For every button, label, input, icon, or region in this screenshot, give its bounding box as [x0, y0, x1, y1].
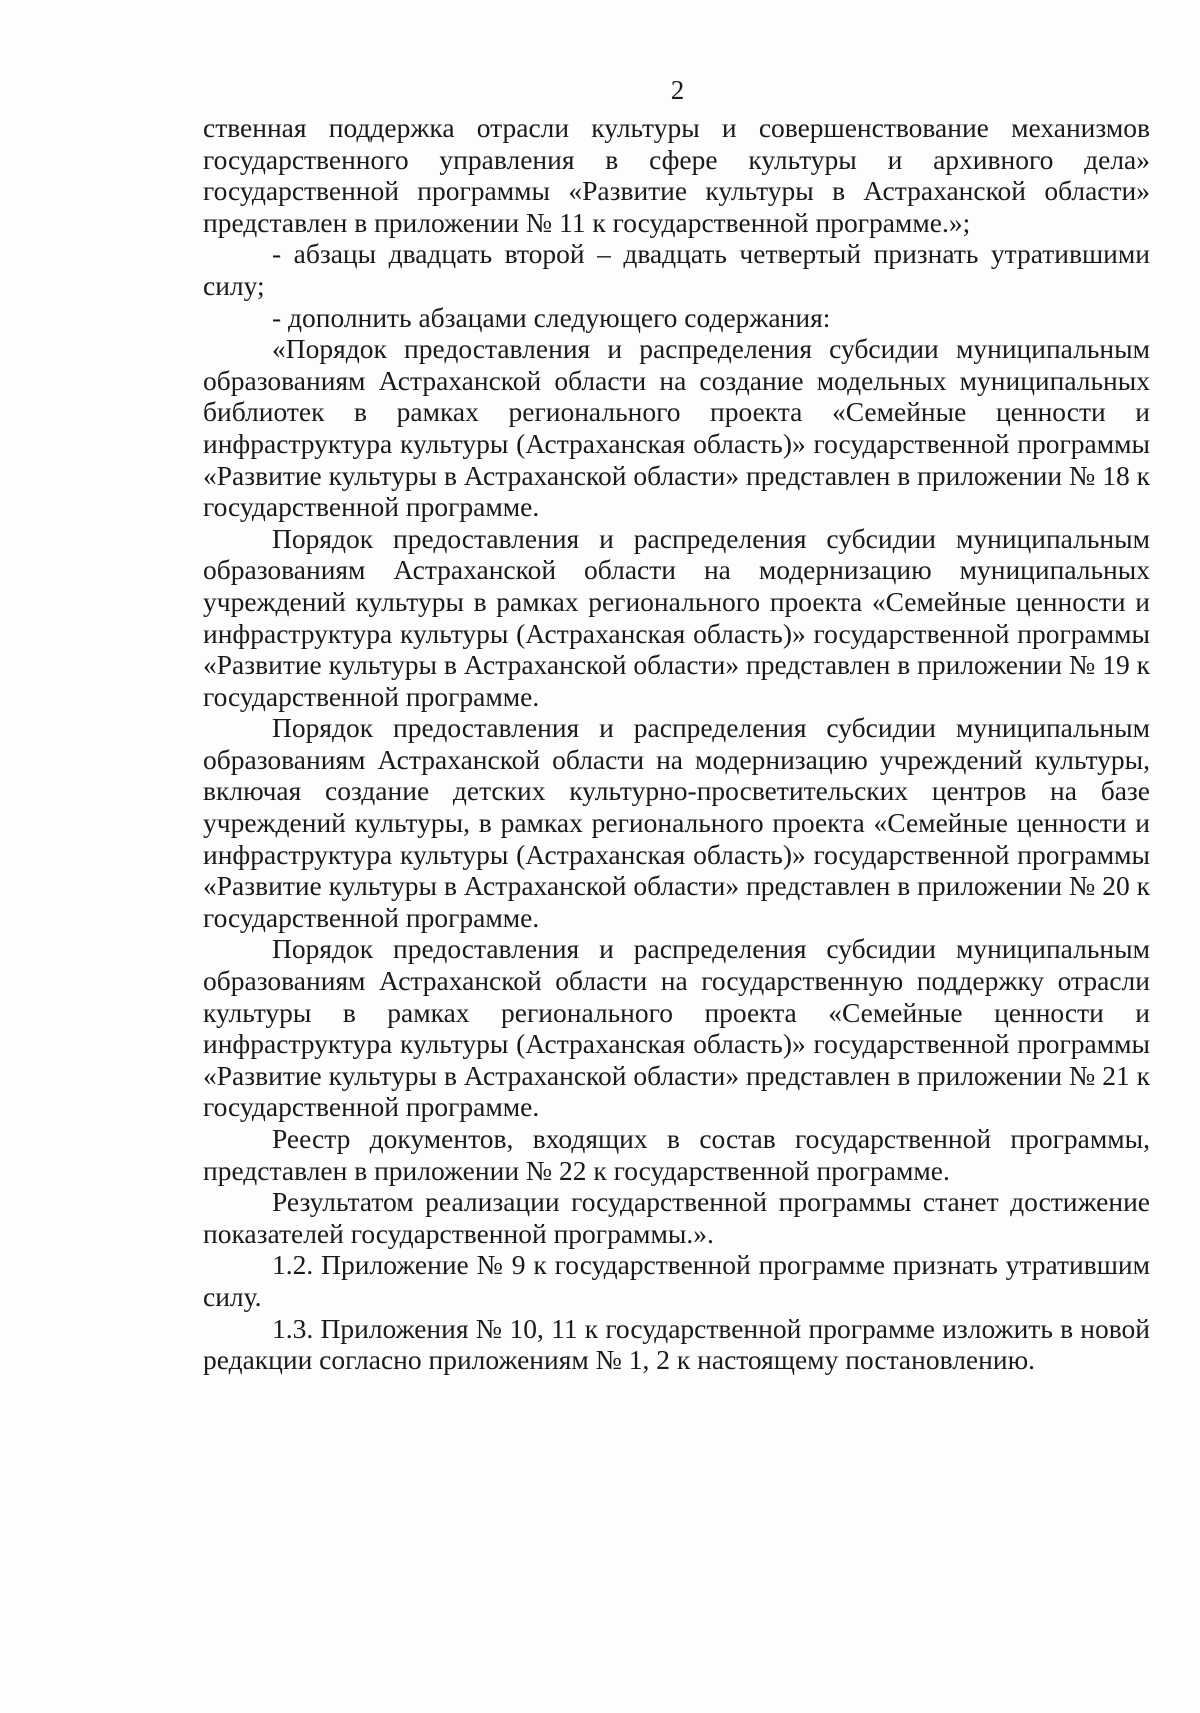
paragraph-continuation: ственная поддержка отрасли культуры и совершенствование механизмов государственного управления в сфере культуры и архивного дела» государственной программы «Развитие культуры в Астраханской области» представлен в приложении № 11 к государственной программе.»;	[203, 112, 1150, 238]
paragraph-abzacy-utrativshie-silu: - абзацы двадцать второй – двадцать четвертый признать утратившими силу;	[203, 238, 1150, 301]
document-body	[203, 112, 1150, 1376]
paragraph-dopolnit-abzacami: - дополнить абзацами следующего содержания:	[272, 301, 831, 333]
paragraph-reestr-dokumentov: Реестр документов, входящих в состав государственной программы, представлен в приложении № 22 к государственной программе.	[203, 1123, 1150, 1186]
paragraph-prilozhenie-19: Порядок предоставления и распределения субсидии муниципальным образованиям Астраханской области на модернизацию муниципальных учреждений культуры в рамках регионального проекта «Семейные ценности и инфраструктура культуры (Астраханская область)» государственной программы «Развитие культуры в Астраханской области» представлен в приложении № 19 к государственной программе.	[203, 522, 1150, 712]
paragraph-item-1-2: 1.2. Приложение № 9 к государственной программе признать утратившим силу.	[203, 1249, 1150, 1312]
paragraph-prilozhenie-18: «Порядок предоставления и распределения субсидии муниципальным образованиям Астраханской области на создание модельных муниципальных библиотек в рамках регионального проекта «Семейные ценности и инфраструктура культуры (Астраханская область)» государственной программы «Развитие культуры в Астраханской области» представлен в приложении № 18 к государственной программе.	[203, 333, 1150, 523]
paragraph-rezultat-realizacii: Результатом реализации государственной программы станет достижение показателей государственной программы.».	[203, 1186, 1150, 1249]
paragraph-item-1-3: 1.3. Приложения № 10, 11 к государственной программе изложить в новой редакции согласно приложениям № 1, 2 к настоящему постановлению.	[203, 1312, 1150, 1376]
paragraph-prilozhenie-20: Порядок предоставления и распределения субсидии муниципальным образованиям Астраханской области на модернизацию учреждений культуры, включая создание детских культурно-просветительских центров на базе учреждений культуры, в рамках регионального проекта «Семейные ценности и инфраструктура культуры (Астраханская область)» государственной программы «Развитие культуры в Астраханской области» представлен в приложении № 20 к государственной программе.	[203, 712, 1150, 933]
paragraph-prilozhenie-21: Порядок предоставления и распределения субсидии муниципальным образованиям Астраханской области на государственную поддержку отрасли культуры в рамках регионального проекта «Семейные ценности и инфраструктура культуры (Астраханская область)» государственной программы «Развитие культуры в Астраханской области» представлен в приложении № 21 к государственной программе.	[203, 933, 1150, 1123]
page-number: 2	[670, 75, 685, 105]
